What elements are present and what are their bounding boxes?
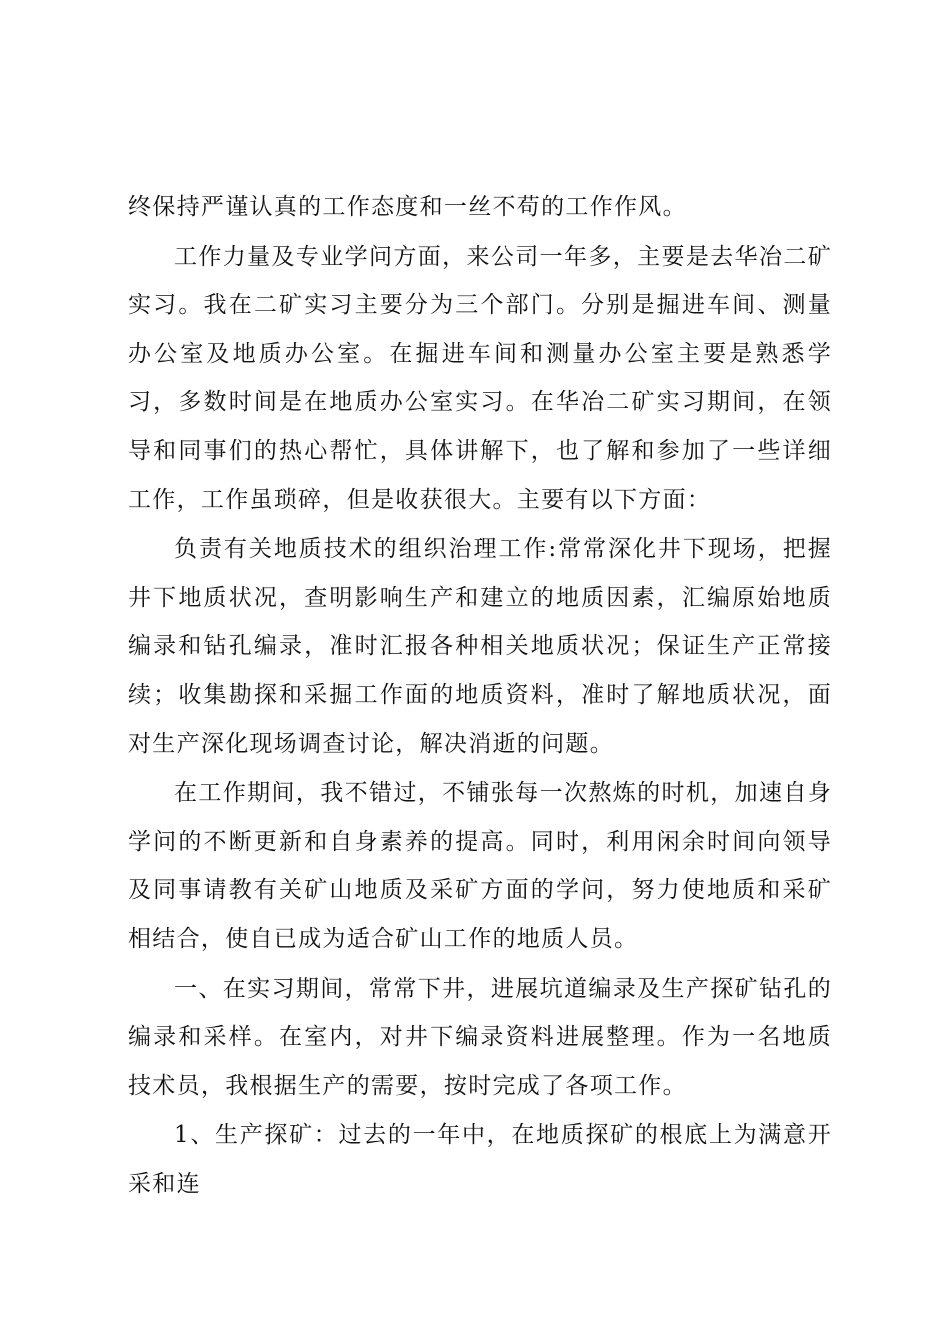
paragraph-section-one: 一、在实习期间，常常下井，进展坑道编录及生产探矿钻孔的编录和采样。在室内，对井下编录资料进展整理。作为一名地质技术员，我根据生产的需要，按时完成了各项工作。	[128, 975, 832, 1099]
paragraph-continuation: 终保持严谨认真的工作态度和一丝不苟的工作作风。	[128, 194, 687, 220]
paragraph-self-improvement: 在工作期间，我不错过，不铺张每一次熬炼的时机，加速自身学问的不断更新和自身素养的提高。同时，利用闲余时间向领导及同事请教有关矿山地质及采矿方面的学问，努力使地质和采矿相结合，使自已成为适合矿山工作的地质人员。	[128, 780, 832, 952]
paragraph-production-exploration: 1、生产探矿：过去的一年中，在地质探矿的根底上为满意开采和连	[128, 1122, 832, 1197]
paragraph-work-ability: 工作力量及专业学问方面，来公司一年多，主要是去华冶二矿实习。我在二矿实习主要分为三个部门。分别是掘进车间、测量办公室及地质办公室。在掘进车间和测量办公室主要是熟悉学习，多数时间是在地质办公室实习。在华冶二矿实习期间，在领导和同事们的热心帮忙，具体讲解下，也了解和参加了一些详细工作，工作虽琐碎，但是收获很大。主要有以下方面：	[128, 243, 832, 513]
paragraph-geology-management: 负责有关地质技术的组织治理工作:常常深化井下现场，把握井下地质状况，查明影响生产和建立的地质因素，汇编原始地质编录和钻孔编录，准时汇报各种相关地质状况；保证生产正常接续；收集勘探和采掘工作面的地质资料，准时了解地质状况，面对生产深化现场调查讨论，解决消逝的问题。	[128, 536, 832, 757]
document-body	[128, 183, 832, 1208]
